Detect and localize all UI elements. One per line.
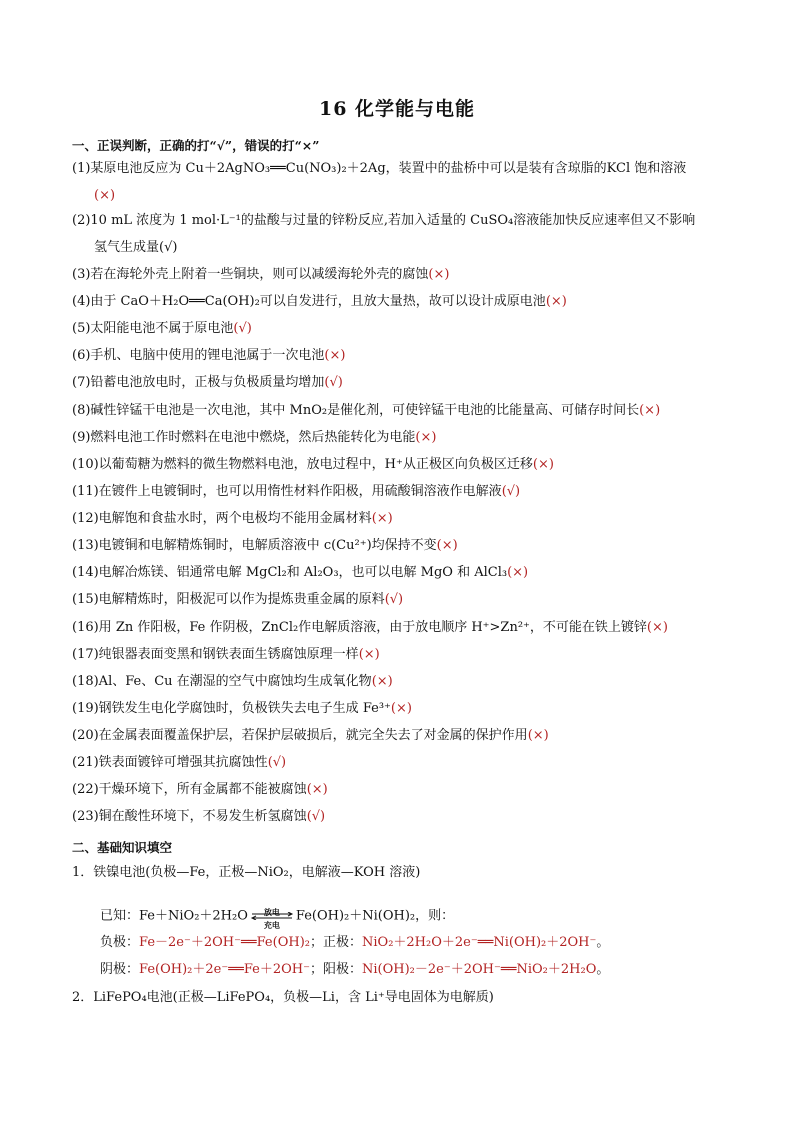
answer-mark: (×): [371, 511, 393, 526]
answer-mark: (×): [306, 782, 328, 797]
question-item-11: [72, 483, 732, 501]
answer-mark: (√): [233, 321, 252, 336]
positive-equation: NiO₂＋2H₂O＋2e⁻══Ni(OH)₂＋2OH⁻: [362, 935, 597, 950]
question-item-23: [72, 808, 732, 826]
anode-equation: Ni(OH)₂－2e⁻＋2OH⁻══NiO₂＋2H₂O: [362, 962, 597, 977]
question-text: (3)若在海轮外壳上附着一些铜块，则可以减缓海轮外壳的腐蚀: [72, 267, 429, 282]
question-text: (17)纯银器表面变黑和钢铁表面生锈腐蚀原理一样: [72, 647, 359, 662]
question-item-13: [72, 537, 732, 555]
question-text: (16)用 Zn 作阳极，Fe 作阴极，ZnCl₂作电解质溶液，由于放电顺序 H⁺>Zn²⁺，不可能在铁上镀锌: [72, 620, 647, 635]
question-text: (6)手机、电脑中使用的锂电池属于一次电池: [72, 348, 325, 363]
section-heading-fill-in: 二、基础知识填空: [72, 840, 173, 855]
equation-left: 已知：Fe＋NiO₂＋2H₂O: [100, 908, 248, 924]
question-item-9: [72, 429, 732, 447]
question-item-16: [72, 619, 732, 637]
answer-mark: (×): [646, 620, 668, 635]
question-text: (13)电镀铜和电解精炼铜时，电解质溶液中 c(Cu²⁺)均保持不变: [72, 538, 437, 553]
question-item-15: [72, 591, 732, 609]
answer-mark: (×): [436, 538, 458, 553]
question-item-10: [72, 456, 732, 474]
period: 。: [596, 962, 610, 977]
question-text: (15)电解精炼时，阳极泥可以作为提炼贵重金属的原料: [72, 592, 385, 607]
question-text: (4)由于 CaO＋H₂O══Ca(OH)₂可以自发进行，且放大量热，故可以设计成原电池: [72, 294, 546, 309]
question-item-19: [72, 700, 732, 718]
answer-mark: (×): [527, 728, 549, 743]
answer-mark: (×): [324, 348, 346, 363]
answer-mark: (√): [324, 375, 343, 390]
question-item-1-answer: [94, 187, 115, 205]
negative-equation: Fe－2e⁻＋2OH⁻══Fe(OH)₂: [139, 935, 310, 950]
question-text: (19)钢铁发生电化学腐蚀时，负极铁失去电子生成 Fe³⁺: [72, 701, 391, 716]
answer-mark: (√): [267, 755, 287, 770]
answer-mark: (√): [306, 809, 326, 824]
answer-mark: (×): [507, 565, 529, 580]
question-item-4: [72, 293, 732, 311]
arrow-top-label: 放电: [263, 907, 280, 917]
question-item-2-answer: [94, 239, 177, 257]
question-text: (23)铜在酸性环境下，不易发生析氢腐蚀: [72, 809, 307, 824]
question-item-8: [72, 402, 732, 420]
question-text: (14)电解冶炼镁、铝通常电解 MgCl₂和 Al₂O₃，也可以电解 MgO 和 AlCl₃: [72, 565, 508, 580]
question-text: (12)电解饱和食盐水时，两个电极均不能用金属材料: [72, 511, 372, 526]
arrow-bottom-label: 充电: [263, 920, 280, 930]
question-text: (11)在镀件上电镀铜时，也可以用惰性材料作阳极，用硫酸铜溶液作电解液: [72, 484, 502, 499]
question-text: (22)干燥环境下，所有金属都不能被腐蚀: [72, 782, 307, 797]
question-text: (2)10 mL 浓度为 1 mol·L⁻¹的盐酸与过量的锌粉反应,若加入适量的 CuSO₄溶液能加快反应速率但又不影响: [72, 213, 696, 228]
question-item-17: [72, 646, 732, 664]
q1-electrodes-discharge: [100, 934, 609, 952]
answer-mark: (×): [94, 188, 116, 203]
question-text: (8)碱性锌锰干电池是一次电池，其中 MnO₂是催化剂，可使锌锰干电池的比能量高、可储存时间长: [72, 403, 640, 418]
question-item-18: [72, 673, 732, 691]
answer-mark: (×): [532, 457, 554, 472]
positive-label: ；正极：: [309, 935, 362, 950]
q1-heading: 1．铁镍电池(负极—Fe，正极—NiO₂，电解液—KOH 溶液): [72, 865, 421, 880]
reversible-arrow: [250, 907, 294, 930]
question-text: (5)太阳能电池不属于原电池: [72, 321, 234, 336]
negative-label: 负极：: [100, 935, 140, 950]
question-text: (7)铅蓄电池放电时，正极与负极质量均增加: [72, 375, 325, 390]
question-item-20: [72, 727, 732, 745]
question-item-6: [72, 347, 732, 365]
q1-known-equation: [100, 907, 455, 930]
q1-electrodes-charge: [100, 961, 609, 979]
cathode-equation: Fe(OH)₂＋2e⁻══Fe＋2OH⁻: [139, 962, 310, 977]
question-text: (9)燃料电池工作时燃料在电池中燃烧，然后热能转化为电能: [72, 430, 416, 445]
equation-right: Fe(OH)₂＋Ni(OH)₂，则：: [295, 908, 455, 924]
question-item-1: [72, 160, 732, 178]
answer-mark: (×): [358, 647, 380, 662]
question-item-7: [72, 374, 732, 392]
question-item-5: [72, 320, 732, 338]
q2-heading: 2．LiFePO₄电池(正极—LiFePO₄，负极—Li，含 Li⁺导电固体为电解质): [72, 990, 494, 1005]
answer-text: 氢气生成量(√): [94, 240, 178, 255]
section-heading-true-false: 一、正误判断，正确的打“√”，错误的打“×”: [72, 138, 320, 153]
question-item-12: [72, 510, 732, 528]
answer-mark: (√): [384, 592, 404, 607]
period: 。: [596, 935, 610, 950]
question-item-14: [72, 564, 732, 582]
question-item-21: [72, 754, 732, 772]
answer-mark: (×): [415, 430, 437, 445]
question-text: (20)在金属表面覆盖保护层，若保护层破损后，就完全失去了对金属的保护作用: [72, 728, 528, 743]
answer-mark: (×): [371, 674, 393, 689]
question-item-3: [72, 266, 732, 284]
question-text: (18)Al、Fe、Cu 在潮湿的空气中腐蚀均生成氧化物: [72, 674, 372, 689]
anode-label: ；阳极：: [309, 962, 362, 977]
question-text: (21)铁表面镀锌可增强其抗腐蚀性: [72, 755, 268, 770]
answer-mark: (×): [390, 701, 412, 716]
answer-mark: (√): [501, 484, 521, 499]
cathode-label: 阴极：: [100, 962, 140, 977]
question-text: (1)某原电池反应为 Cu＋2AgNO₃══Cu(NO₃)₂＋2Ag，装置中的盐桥中可以是装有含琼脂的KCl 饱和溶液: [72, 161, 687, 176]
answer-mark: (×): [639, 403, 661, 418]
answer-mark: (×): [545, 294, 567, 309]
answer-mark: (×): [428, 267, 450, 282]
question-item-2: [72, 212, 732, 230]
question-text: (10)以葡萄糖为燃料的微生物燃料电池，放电过程中，H⁺从正极区向负极区迁移: [72, 457, 533, 472]
question-item-22: [72, 781, 732, 799]
page-title: 16 化学能与电能: [318, 98, 476, 120]
